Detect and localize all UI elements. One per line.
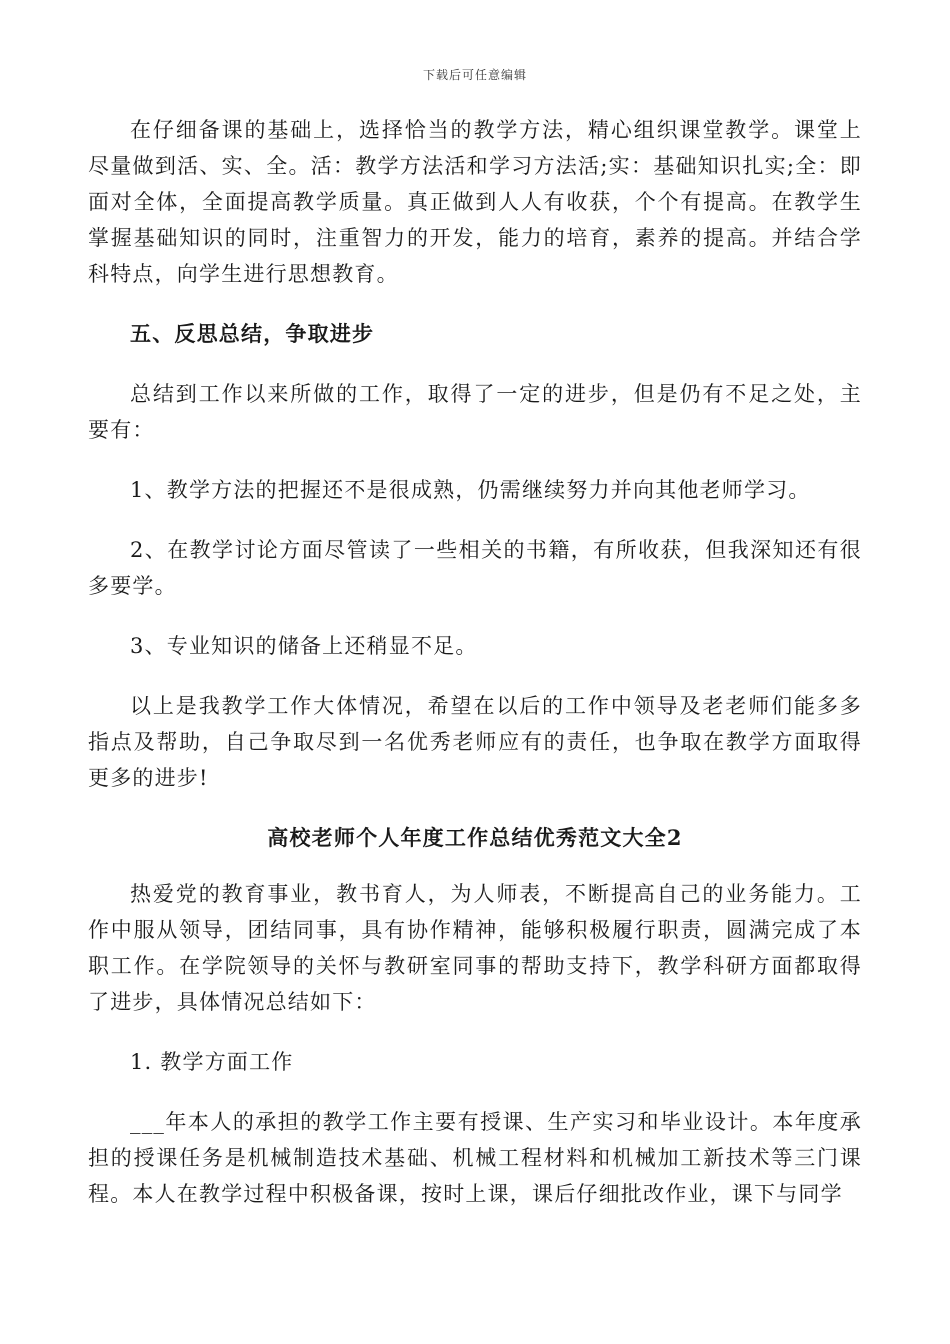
subheading-teaching-work: 1. 教学方面工作 — [130, 1050, 294, 1074]
paragraph-teaching-methods: 在仔细备课的基础上，选择恰当的教学方法，精心组织课堂教学。课堂上尽量做到活、实、全。活：教学方法活和学习方法活;实：基础知识扎实;全：即面对全体，全面提高教学质量。真正做到人人有收获，个个有提高。在教学生掌握基础知识的同时，注重智力的开发，能力的培育，素养的提高。并结合学科特点，向学生进行思想教育。 — [88, 118, 862, 286]
paragraph-intro-2: 热爱党的教育事业，教书育人，为人师表，不断提高自己的业务能力。工作中服从领导，团结同事，具有协作精神，能够积极履行职责，圆满完成了本职工作。在学院领导的关怀与教研室同事的帮助支持下，教学科研方面都取得了进步，具体情况总结如下： — [88, 882, 862, 1014]
paragraph-teaching-work: ___年本人的承担的教学工作主要有授课、生产实习和毕业设计。本年度承担的授课任务是机械制造技术基础、机械工程材料和机械加工新技术等三门课程。本人在教学过程中积极备课，按时上课，课后仔细批改作业，课下与同学 — [88, 1110, 862, 1206]
list-item-2: 2、在教学讨论方面尽管读了一些相关的书籍，有所收获，但我深知还有很多要学。 — [88, 538, 862, 598]
document-body — [88, 112, 862, 1212]
paragraph-summary-intro: 总结到工作以来所做的工作，取得了一定的进步，但是仍有不足之处，主要有： — [88, 382, 862, 442]
document-title-2: 高校老师个人年度工作总结优秀范文大全2 — [267, 825, 683, 850]
header-note: 下载后可任意编辑 — [422, 68, 527, 82]
list-item-3: 3、专业知识的储备上还稍显不足。 — [130, 634, 478, 658]
list-item-1: 1、教学方法的把握还不是很成熟，仍需继续努力并向其他老师学习。 — [130, 478, 811, 502]
paragraph-conclusion: 以上是我教学工作大体情况，希望在以后的工作中领导及老老师们能多多指点及帮助，自己争取尽到一名优秀老师应有的责任，也争取在教学方面取得更多的进步! — [88, 694, 862, 790]
section-heading-reflection: 五、反思总结，争取进步 — [130, 321, 375, 346]
